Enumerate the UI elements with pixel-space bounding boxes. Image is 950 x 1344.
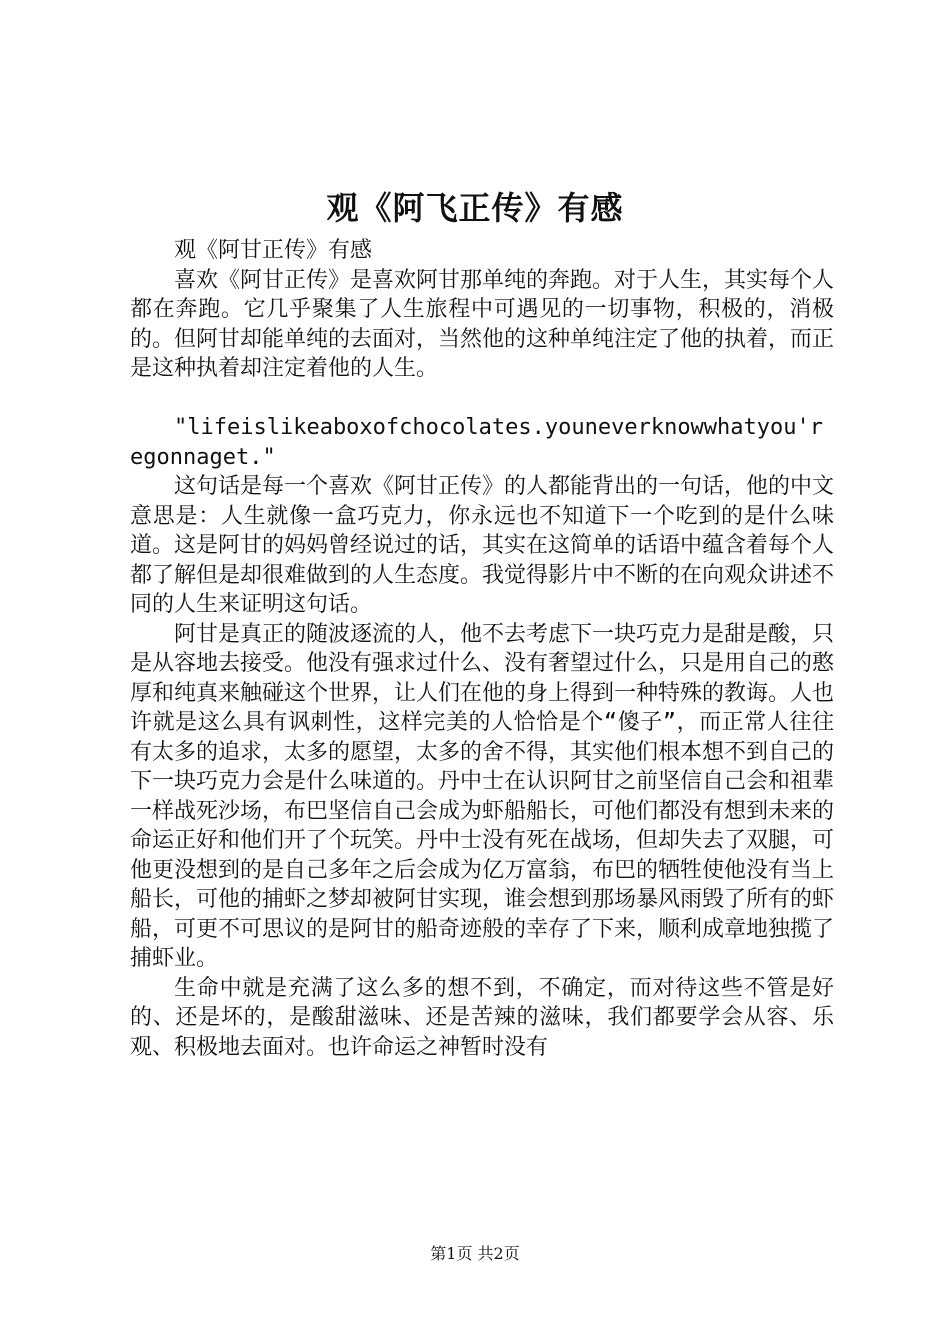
paragraph-gump: 阿甘是真正的随波逐流的人，他不去考虑下一块巧克力是甜是酸，只是从容地去接受。他没有强求过什么、没有奢望过什么，只是用自己的憨厚和纯真来触碰这个世界，让人们在他的身上得到一种特殊的教诲。人也许就是这么具有讽刺性，这样完美的人恰恰是个“傻子”，而正常人往往有太多的追求，太多的愿望，太多的舍不得，其实他们根本想不到自己的下一块巧克力会是什么味道的。丹中士在认识阿甘之前坚信自己会和祖辈一样战死沙场，布巴坚信自己会成为虾船船长，可他们都没有想到未来的命运正好和他们开了个玩笑。丹中士没有死在战场，但却失去了双腿，可他更没想到的是自己多年之后会成为亿万富翁，布巴的牺牲使他没有当上船长，可他的捕虾之梦却被阿甘实现，谁会想到那场暴风雨毁了所有的虾船，可更不可思议的是阿甘的船奇迹般的幸存了下来，顺利成章地独揽了捕虾业。: [130, 621, 835, 971]
page-number-footer: 第1页 共2页: [430, 1244, 520, 1263]
paragraph-life: 生命中就是充满了这么多的想不到，不确定，而对待这些不管是好的、还是坏的，是酸甜滋味、还是苦辣的滋味，我们都要学会从容、乐观、积极地去面对。也许命运之神暂时没有: [130, 975, 834, 1060]
document-title: 观《阿飞正传》有感: [326, 189, 624, 227]
document-body: [130, 236, 834, 1062]
paragraph-meaning: 这句话是每一个喜欢《阿甘正传》的人都能背出的一句话，他的中文意思是：人生就像一盒巧克力，你永远也不知道下一个吃到的是什么味道。这是阿甘的妈妈曾经说过的话，其实在这简单的话语中蕴含着每个人都了解但是却很难做到的人生态度。我觉得影片中不断的在向观众讲述不同的人生来证明这句话。: [130, 474, 835, 617]
paragraph-quote: "lifeislikeaboxofchocolates.youneverknowwhatyou'regonnaget.": [130, 415, 824, 470]
paragraph-intro: 喜欢《阿甘正传》是喜欢阿甘那单纯的奔跑。对于人生，其实每个人都在奔跑。它几乎聚集了人生旅程中可遇见的一切事物，积极的，消极的。但阿甘却能单纯的去面对，当然他的这种单纯注定了他的执着，而正是这种执着却注定着他的人生。: [130, 267, 835, 381]
paragraph-subtitle: 观《阿甘正传》有感: [174, 238, 373, 263]
